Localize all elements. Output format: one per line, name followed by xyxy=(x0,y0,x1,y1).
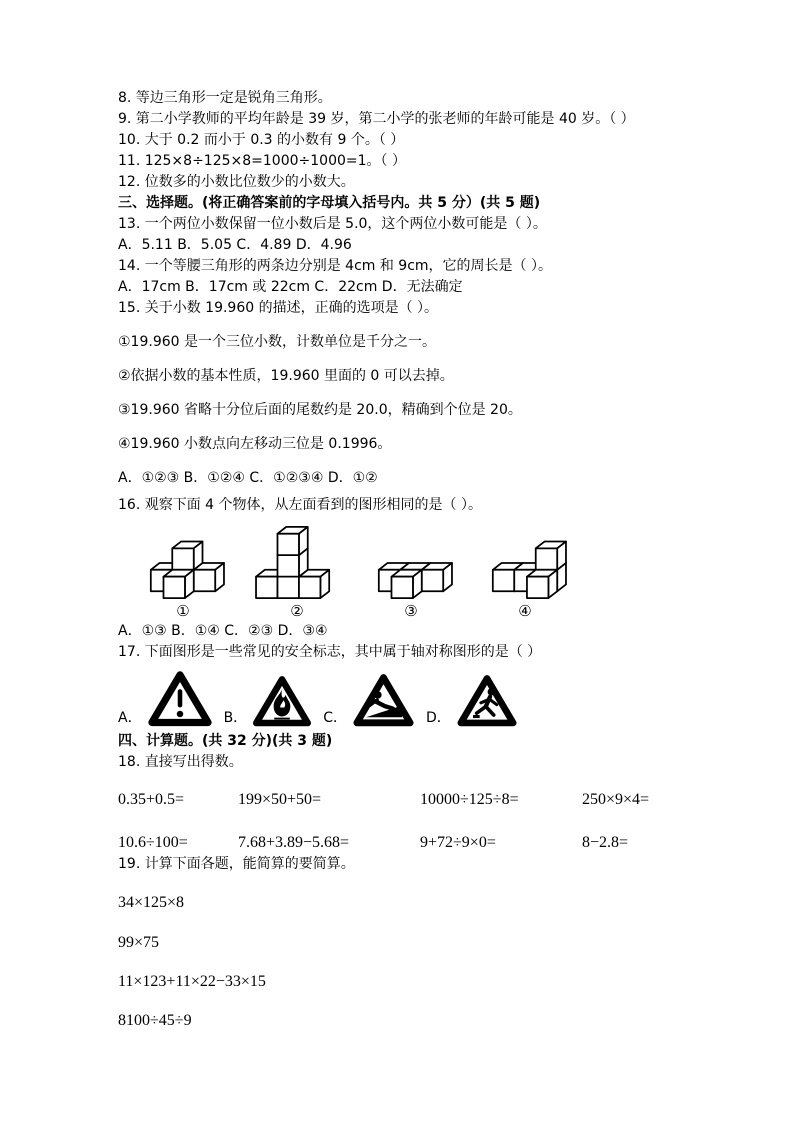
cube-figure-3-label: ③ xyxy=(404,602,418,620)
warning-slip-sign-icon xyxy=(351,672,416,729)
sign-d-label: D． xyxy=(425,710,451,726)
question-13-options: A．5.11 B．5.05 C．4.89 D．4.96 xyxy=(118,237,352,253)
sign-c-label: C． xyxy=(323,710,347,726)
question-12: 12. 位数多的小数比位数少的小数大。 xyxy=(118,174,355,190)
question-11: 11. 125×8÷125×8=1000÷1000=1。（ ） xyxy=(118,153,406,169)
section-3-heading: 三、选择题。(将正确答案前的字母填入括号内。共 5 分）(共 5 题) xyxy=(118,195,541,211)
question-18-row-2 xyxy=(118,832,718,853)
question-13: 13. 一个两位小数保留一位小数后是 5.0，这个两位小数可能是（ ）。 xyxy=(118,216,547,232)
expression: 250×9×4= xyxy=(582,791,650,808)
cube-figure-4-label: ④ xyxy=(518,602,532,620)
warning-exclamation-sign-icon xyxy=(146,669,214,729)
cube-arrangement-2-icon xyxy=(252,522,342,602)
expression: 0.35+0.5= xyxy=(118,791,185,808)
warning-fire-sign-icon xyxy=(251,674,313,729)
cube-figure-1-label: ① xyxy=(176,602,190,620)
question-15-statement-2: ②依据小数的基本性质，19.960 里面的 0 可以去掉。 xyxy=(118,368,454,384)
sign-a-label: A． xyxy=(118,710,142,726)
cube-figure-2 xyxy=(252,522,342,619)
expression: 8−2.8= xyxy=(582,834,629,851)
expression: 99×75 xyxy=(118,934,160,951)
cube-arrangement-1-icon xyxy=(138,522,228,602)
section-4-heading: 四、计算题。(共 32 分)(共 3 题) xyxy=(118,733,333,749)
exam-page xyxy=(118,88,718,1031)
question-14: 14. 一个等腰三角形的两条边分别是 4cm 和 9cm，它的周长是（ ）。 xyxy=(118,258,552,274)
expression: 199×50+50= xyxy=(238,791,322,808)
expression: 7.68+3.89−5.68= xyxy=(238,834,350,851)
question-10: 10. 大于 0.2 而小于 0.3 的小数有 9 个。（ ） xyxy=(118,132,405,148)
cube-figure-1 xyxy=(138,522,228,619)
question-14-options: A．17cm B．17cm 或 22cm C．22cm D．无法确定 xyxy=(118,279,463,295)
question-15: 15. 关于小数 19.960 的描述，正确的选项是（ ）。 xyxy=(118,300,439,316)
warning-trip-sign-icon xyxy=(455,673,519,729)
question-16: 16. 观察下面 4 个物体，从左面看到的图形相同的是（ ）。 xyxy=(118,497,482,513)
expression: 8100÷45÷9 xyxy=(118,1012,192,1029)
question-17: 17. 下面图形是一些常见的安全标志，其中属于轴对称图形的是（ ） xyxy=(118,644,542,660)
question-15-statement-1: ①19.960 是一个三位小数，计数单位是千分之一。 xyxy=(118,334,436,350)
cube-figure-3 xyxy=(366,522,456,619)
cube-figure-2-label: ② xyxy=(290,602,304,620)
question-16-options: A．①③ B．①④ C．②③ D．③④ xyxy=(118,623,328,639)
question-15-statement-3: ③19.960 省略十分位后面的尾数约是 20.0，精确到个位是 20。 xyxy=(118,402,522,418)
question-17-signs xyxy=(118,665,718,727)
cube-arrangement-4-icon xyxy=(480,522,570,602)
expression: 10.6÷100= xyxy=(118,834,188,851)
expression: 9+72÷9×0= xyxy=(420,834,496,851)
question-18-row-1 xyxy=(118,789,718,810)
question-9: 9. 第二小学教师的平均年龄是 39 岁，第二小学的张老师的年龄可能是 40 岁。（ ） xyxy=(118,111,635,127)
expression: 11×123+11×22−33×15 xyxy=(118,973,266,990)
question-16-figures xyxy=(138,522,718,619)
expression: 10000÷125÷8= xyxy=(420,791,519,808)
question-15-options: A．①②③ B．①②④ C．①②③④ D．①② xyxy=(118,470,378,486)
question-19: 19. 计算下面各题，能简算的要简算。 xyxy=(118,856,355,872)
cube-arrangement-3-icon xyxy=(366,522,456,602)
expression: 34×125×8 xyxy=(118,894,185,911)
question-8: 8. 等边三角形一定是锐角三角形。 xyxy=(118,90,332,106)
sign-b-label: B． xyxy=(223,710,248,726)
question-18: 18. 直接写出得数。 xyxy=(118,754,243,770)
cube-figure-4 xyxy=(480,522,570,619)
question-15-statement-4: ④19.960 小数点向左移动三位是 0.1996。 xyxy=(118,436,392,452)
